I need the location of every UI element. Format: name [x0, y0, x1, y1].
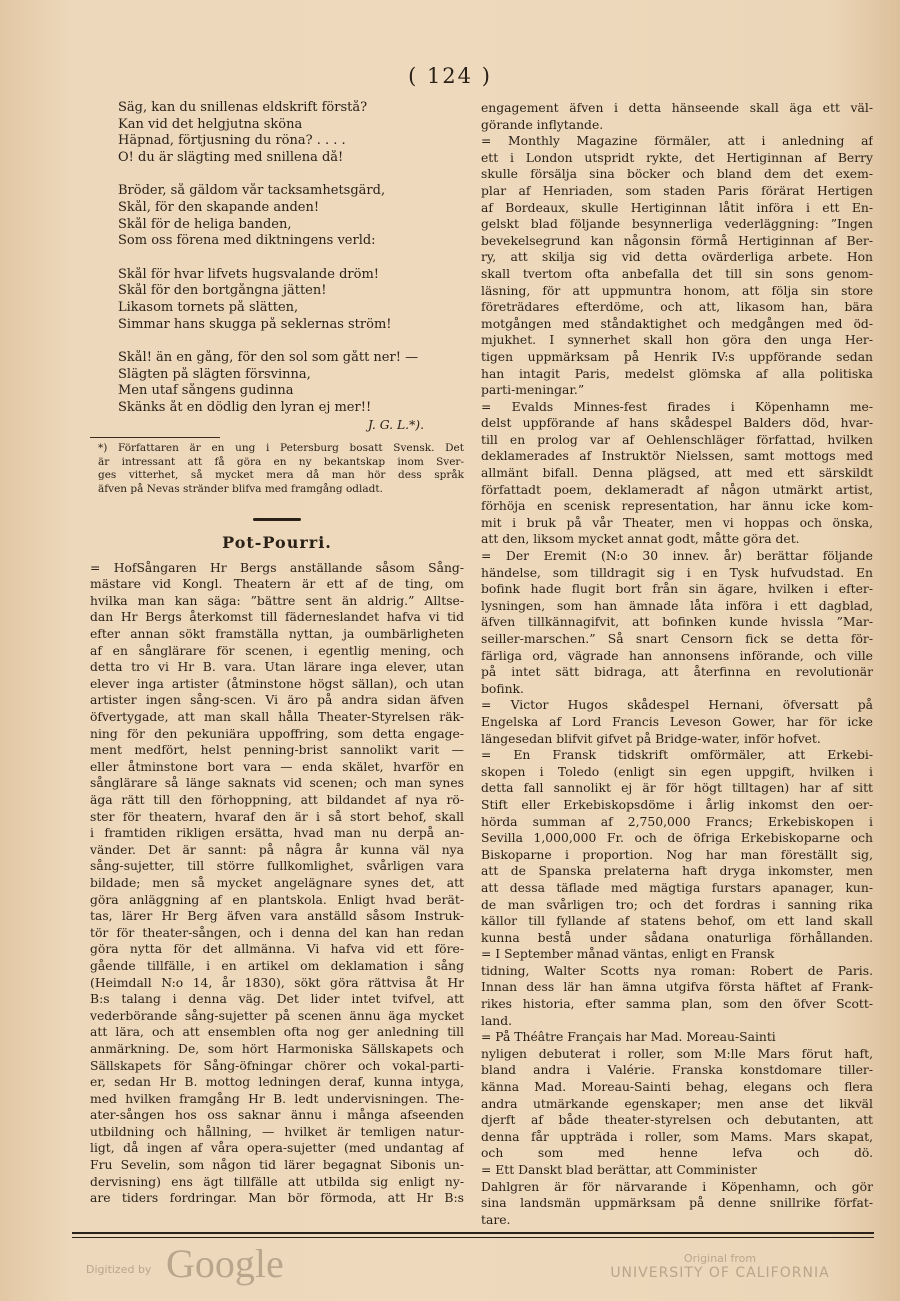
text-line: tare.	[481, 1212, 511, 1227]
text-line: han intagit Paris, medelst glömska af alla politiska	[481, 366, 873, 381]
poem-line: Likasom tornets på slätten,	[118, 299, 299, 315]
text-line: och som med henne lefva och dö.	[481, 1146, 873, 1161]
poem-line: Bröder, så gäldom vår tacksamhetsgärd,	[118, 183, 386, 199]
text-line: engagement äfven i detta hänseende skall äga ett väl-	[481, 101, 873, 115]
text-line: färliga ord, vägrade han annonsens införande, och ville	[481, 648, 873, 663]
poem	[90, 100, 464, 433]
poem-line: Skål! än en gång, för den sol som gått ner! —	[118, 350, 419, 366]
text-line: tas, lärer Hr Berg äfven vara anställd såsom Instruk-	[90, 909, 464, 924]
text-line: äga rätt till den förhoppning, att bildandet af nya rö-	[90, 793, 464, 807]
text-line: eller åtminstone bort vara — enda skälet, hvarför en	[90, 759, 464, 774]
poem-line: Skål för hvar lifvets hugsvalande dröm!	[118, 266, 379, 282]
poem-line: Kan vid det helgjutna sköna	[118, 116, 303, 132]
text-line: deklamerades af Instruktör Nielssen, samt mottogs med	[481, 449, 873, 464]
text-line: ligt, då ingen af våra opera-sujetter (med undantag af	[90, 1141, 464, 1156]
text-line: = Der Eremit (N:o 30 innev. år) berättar följande	[481, 549, 873, 564]
text-line: sånglärare så länge saknats vid scenen; och man synes	[90, 776, 464, 791]
google-logo: Google	[166, 1241, 284, 1286]
watermark-digitized: Digitized by	[86, 1263, 152, 1276]
poem-line: Skål, för den skapande anden!	[118, 199, 320, 215]
text-line: de man svårligen tro; och det fordras i sanning rika	[481, 897, 873, 912]
text-line: Sällskapets för Sång-öfningar chörer och vokal-parti-	[90, 1058, 464, 1073]
poem-line: Skänks åt en dödlig den lyran ej mer!!	[118, 399, 372, 415]
text-line: delst uppförande af hans skådespel Balders död, hvar-	[481, 416, 873, 431]
text-line: sång-sujetter, till större fullkomlighet, svårligen vara	[90, 859, 464, 874]
text-line: = I September månad väntas, enligt en Fransk	[481, 947, 775, 962]
text-line: att dessa täflade med mägtiga furstars apanager, kun-	[481, 880, 873, 895]
text-line: = En Fransk tidskrift omförmäler, att Erkebi-	[481, 748, 873, 763]
text-line: längesedan blifvit gifvet på Bridge-water, inför hofvet.	[481, 731, 821, 746]
text-line: Dahlgren är för närvarande i Köpenhamn, och gör	[481, 1179, 873, 1194]
text-line: öfvertygade, att man skall hålla Theater-Styrelsen räk-	[90, 710, 464, 725]
text-line: ett i London utspridt rykte, det Hertiginnan af Berry	[481, 150, 873, 165]
text-line: vänder. Det är sannt: på några år kunna väl nya	[90, 842, 464, 857]
text-line: gelskt blad följande besynnerliga vederläggning: ”Ingen	[481, 217, 873, 232]
text-line: = Evalds Minnes-fest firades i Köpenhamn me-	[481, 399, 873, 414]
text-line: nyligen debuterat i roller, som M:lle Mars förut haft,	[481, 1046, 873, 1061]
poem-line: Häpnad, förtjusning du röna? . . . .	[118, 133, 346, 149]
text-line: allmänt bifall. Denna plägsed, att med ett särskildt	[481, 466, 873, 481]
text-line: kunna bestå under sådana onaturliga förhållanden.	[481, 930, 873, 945]
poem-stanza	[90, 267, 464, 333]
text-line: motgången med ståndaktighet och medgången med öd-	[481, 316, 873, 331]
footnote-line: äfven på Nevas stränder blifva med framgång odladt.	[98, 482, 383, 495]
text-line: Engelska af Lord Francis Leveson Gower, har för icke	[481, 714, 873, 729]
text-line: plar af Henriaden, som staden Paris förärat Hertigen	[481, 183, 873, 198]
text-line: ater-sången hos oss saknar ännu i många afseenden	[90, 1108, 464, 1123]
text-line: Biskoparne i proportion. Nog har man föreställt sig,	[481, 847, 873, 862]
text-line: göra anläggning af en plantskola. Enligt hvad berät-	[90, 892, 464, 907]
poem-line: Som oss förena med diktningens verld:	[118, 233, 376, 249]
text-line: företrädares efterdöme, och att, likasom han, bära	[481, 300, 873, 315]
text-line: seiller-marschen.” Så snart Censorn fick se detta för-	[481, 632, 873, 646]
footnote-line: är intressant att få göra en ny bekantskap inom Sver-	[98, 455, 464, 468]
text-line: denna får uppträda i roller, som Mams. Mars skapat,	[481, 1129, 873, 1144]
poem-line: Skål för de heliga banden,	[118, 216, 292, 232]
text-line: görande inflytande.	[481, 117, 604, 132]
section-ornament	[253, 518, 301, 521]
text-line: B:s talang i denna väg. Det lider intet tvifvel, att	[90, 992, 464, 1007]
text-line: mjukhet. I synnerhet skall hon göra den unga Her-	[481, 333, 873, 348]
text-line: vederbörande sång-sujetter på scenen ännu äga mycket	[90, 1008, 464, 1023]
poem-line: Simmar hans skugga på seklernas ström!	[118, 316, 392, 332]
text-line: till en prolog var af Oehlenschläger författad, hvilken	[481, 432, 873, 447]
footnote	[90, 442, 464, 496]
text-line: bland andra i Valérie. Franska konstdomare tiller-	[481, 1063, 873, 1078]
text-line: anmärkning. De, som hört Harmoniska Sällskapets och	[90, 1041, 464, 1056]
text-line: bofink.	[481, 681, 524, 696]
left-body-text	[90, 560, 464, 1207]
text-line: källor till fyllande af statens behof, om ett land skall	[481, 914, 873, 929]
watermark-source	[600, 1252, 840, 1281]
text-line: sina landsmän uppmärksam på denne snillrike förfat-	[481, 1196, 873, 1211]
text-line: tidning, Walter Scotts nya roman: Robert de Paris.	[481, 963, 873, 978]
text-line: rikes historia, efter samma plan, som den öfver Scott-	[481, 997, 873, 1012]
text-line: tör för theater-sången, och i denna del kan han redan	[90, 925, 464, 940]
text-line: göra nytta för det allmänna. Vi hafva vid ett före-	[90, 942, 464, 957]
text-line: händelse, som tilldragit sig i en Tysk hufvudstad. En	[481, 565, 873, 580]
bottom-rule	[72, 1232, 874, 1238]
text-line: författadt poem, deklameradt af någon utmärkt artist,	[481, 482, 873, 497]
text-line: dervisning) ens ägt tillfälle att utbilda sig enligt ny-	[90, 1174, 464, 1189]
text-line: land.	[481, 1013, 513, 1028]
left-column	[90, 100, 464, 1207]
poem-line: Slägten på slägten försvinna,	[118, 366, 311, 382]
text-line: er, sedan Hr B. mottog ledningen deraf, kunna intyga,	[90, 1075, 464, 1090]
page-number: ( 124 )	[408, 64, 492, 88]
text-line: skulle försälja sina böcker och bland dem det exem-	[481, 167, 873, 182]
poem-stanza	[90, 350, 464, 416]
text-line: = På Théâtre Français har Mad. Moreau-Sainti	[481, 1030, 776, 1045]
text-line: känna Mad. Moreau-Sainti behag, elegans och flera	[481, 1080, 873, 1095]
footnote-line: *) Författaren är en ung i Petersburg bosatt Svensk. Det	[98, 442, 464, 455]
text-line: = Victor Hugos skådespel Hernani, öfversatt på	[481, 698, 873, 713]
text-line: = Monthly Magazine förmäler, att i anledning af	[481, 134, 873, 149]
section-heading: Pot-Pourri.	[222, 533, 332, 553]
text-line: hvilka man kan säga: ”bättre sent än aldrig.” Alltse-	[90, 593, 464, 608]
poem-line: O! du är slägting med snillena då!	[118, 149, 344, 165]
text-line: are tiders fordringar. Man bör förmoda, att Hr B:s	[90, 1191, 464, 1206]
text-line: djerft af både theater-styrelsen och debutanten, att	[481, 1113, 873, 1128]
text-line: mit i bruk på vår Theater, men vi hoppas och önska,	[481, 515, 873, 530]
footnote-line: ges vitterhet, så mycket mera då man hör dess språk	[98, 469, 464, 482]
poem-line: Skål för den bortgångna jätten!	[118, 283, 327, 299]
text-line: ster för theatern, hvaraf den är i så stort behof, skall	[90, 809, 464, 824]
poem-stanza	[90, 100, 464, 166]
text-line: Innan dess lär han ämna utgifva första häftet af Frank-	[481, 980, 873, 995]
text-line: efter annan sökt framställa nyttan, ja oumbärligheten	[90, 627, 464, 642]
poem-line: Men utaf sångens gudinna	[118, 383, 294, 399]
text-line: mästare vid Kongl. Theatern är ett af de ting, om	[90, 577, 464, 592]
text-line: af en sånglärare för scenen, i egentlig mening, och	[90, 643, 464, 658]
text-line: läsning, för att uppmuntra honom, att följa sin store	[481, 283, 873, 298]
text-line: detta tro vi Hr B. vara. Utan lärare inga elever, utan	[90, 660, 464, 675]
text-line: Fru Sevelin, som någon tid lärer begagnat Sibonis un-	[90, 1158, 464, 1173]
text-line: ning för den pekuniära uppoffring, som detta engage-	[90, 726, 464, 741]
text-line: artister ingen sång-scen. Vi äro på andra sidan äfven	[90, 693, 464, 708]
text-line: ment medfört, helst penning-brist sannolikt varit —	[90, 743, 464, 758]
text-line: andra utmärkande egenskaper; men anse det likväl	[481, 1096, 873, 1111]
text-line: elever inga artister (åtminstone högst sällan), och utan	[90, 676, 464, 691]
footnote-rule	[90, 437, 220, 438]
text-line: = Ett Danskt blad berättar, att Comminister	[481, 1163, 758, 1177]
text-line: dan Hr Bergs återkomst till fäderneslandet hafva vi tid	[90, 610, 464, 625]
poem-line: Säg, kan du snillenas eldskrift förstå?	[118, 100, 368, 115]
text-line: äfven tillkännagifvit, att bofinken kunde hvissla ”Mar-	[481, 615, 873, 630]
text-line: bevekelsegrund kan någonsin förmå Hertiginnan af Ber-	[481, 233, 873, 248]
text-line: bildade; men så mycket angelägnare synes det, att	[90, 875, 464, 890]
text-line: utbildning och hållning, — hvilket är temligen natur-	[90, 1124, 464, 1139]
text-line: hörda summan af 2,750,000 Francs; Erkebiskopen i	[481, 814, 873, 829]
text-line: af Bordeaux, skulle Hertiginnan låtit införa i ett En-	[481, 200, 873, 215]
right-column	[481, 100, 873, 1228]
text-line: i framtiden rikligen ersätta, hvad man nu derpå an-	[90, 826, 464, 841]
text-line: att den, liksom mycket annat godt, måtte göra det.	[481, 532, 800, 547]
text-line: att de Spanska prelaterna haft dryga inkomster, men	[481, 864, 873, 879]
text-line: skopen i Toledo (enligt sin egen uppgift, hvilken i	[481, 764, 873, 779]
text-line: ry, att skilja sig vid detta ovärderliga arbete. Hon	[481, 250, 873, 265]
text-line: på intet sätt bidraga, att återfinna en revolutionär	[481, 665, 873, 680]
text-line: lysningen, som han ämnade låta införa i ett dagblad,	[481, 598, 873, 613]
poem-signature: J. G. L.*).	[367, 417, 424, 432]
watermark-institution: UNIVERSITY OF CALIFORNIA	[610, 1265, 830, 1281]
text-line: med hvilken framgång Hr B. ledt undervisningen. The-	[90, 1091, 464, 1106]
text-line: Stift eller Erkebiskopsdöme i årlig inkomst den oer-	[481, 797, 873, 812]
text-line: Sevilla 1,000,000 Fr. och de öfriga Erkebiskoparne och	[481, 831, 873, 846]
text-line: tigen uppmärksam på Henrik IV:s uppförande sedan	[481, 349, 873, 364]
text-line: att lära, och att ensemblen ofta nog ger anledning till	[90, 1025, 464, 1040]
text-line: skall tvertom ofta anbefalla det till sin sons genom-	[481, 266, 873, 281]
text-line: bofink hade flugit bort från sin ägare, hvilken i efter-	[481, 582, 873, 597]
poem-stanza	[90, 183, 464, 249]
text-line: = HofSångaren Hr Bergs anställande såsom Sång-	[90, 560, 464, 575]
watermark-original-from: Original from	[683, 1252, 757, 1265]
text-line: förhöja en scenisk representation, har ännu icke kom-	[481, 499, 873, 514]
text-line: (Heimdall N:o 14, år 1830), sökt göra rättvisa åt Hr	[90, 975, 464, 990]
text-line: parti-meningar.”	[481, 383, 585, 398]
text-line: detta fall sannolikt ej är för högt tilltagen) har af sitt	[481, 781, 873, 796]
text-line: gående tillfälle, i en artikel om deklamation i sång	[90, 958, 464, 973]
